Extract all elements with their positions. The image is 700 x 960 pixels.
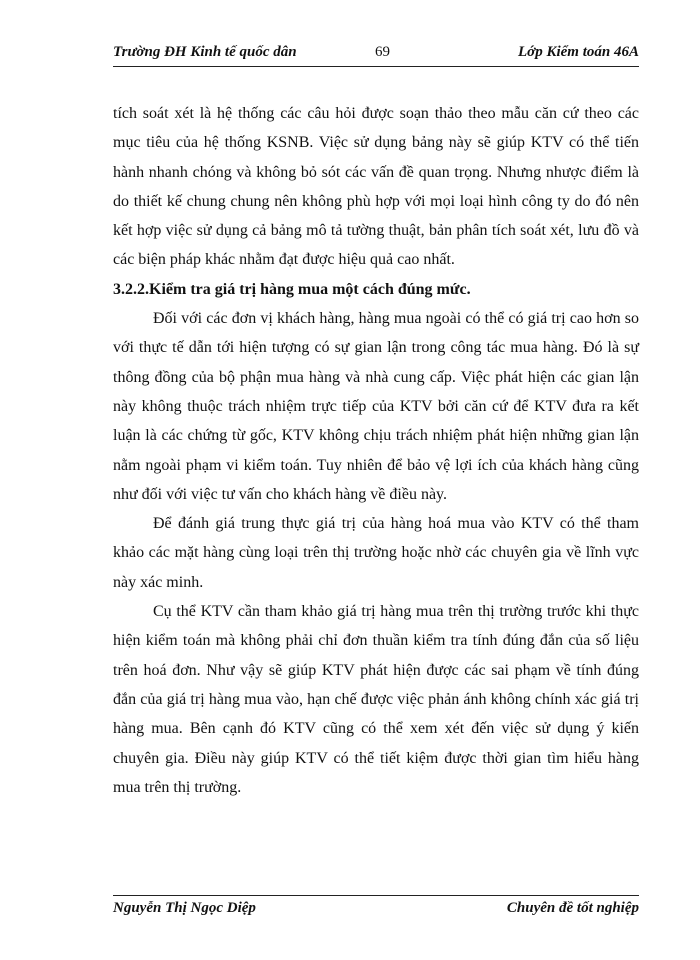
- header-school-name: Trường ĐH Kinh tế quốc dân: [113, 44, 297, 60]
- header-class-name: Lớp Kiểm toán 46A: [518, 44, 639, 60]
- paragraph-purchase-fraud: Đối với các đơn vị khách hàng, hàng mua ngoài có thể có giá trị cao hơn so với thực tế dẫn tới hiện tượng có sự gian lận trong công tác mua hàng. Đó là sự thông đồng của bộ phận mua hàng và nhà cung cấp. Việc phát hiện các gian lận này không thuộc trách nhiệm trực tiếp của KTV bởi căn cứ để KTV đưa ra kết luận là các chứng từ gốc, KTV không chịu trách nhiệm phát hiện những gian lận nằm ngoài phạm vi kiểm toán. Tuy nhiên để bảo vệ lợi ích của khách hàng cũng như đối với việc tư vấn cho khách hàng về điều này.: [113, 310, 639, 503]
- page-header: [113, 44, 639, 64]
- header-divider: [113, 66, 639, 67]
- page-footer: [113, 900, 639, 920]
- header-page-number: 69: [375, 44, 390, 60]
- document-body: [113, 99, 639, 802]
- footer-divider: [113, 895, 639, 896]
- footer-author: Nguyễn Thị Ngọc Diệp: [113, 900, 256, 916]
- paragraph-market-reference: Cụ thể KTV cần tham khảo giá trị hàng mua trên thị trường trước khi thực hiện kiểm toán mà không phải chỉ đơn thuần kiểm tra tính đúng đắn của số liệu trên hoá đơn. Như vậy sẽ giúp KTV phát hiện được các sai phạm về tính đúng đắn của giá trị hàng mua vào, hạn chế được việc phản ánh không chính xác giá trị hàng mua. Bên cạnh đó KTV cũng có thể xem xét đến việc sử dụng ý kiến chuyên gia. Điều này giúp KTV có thể tiết kiệm được thời gian tìm hiểu hàng mua trên thị trường.: [113, 603, 639, 796]
- footer-document-type: Chuyên đề tốt nghiệp: [506, 900, 639, 916]
- paragraph-continuation: tích soát xét là hệ thống các câu hỏi được soạn thảo theo mẫu căn cứ theo các mục tiêu của hệ thống KSNB. Việc sử dụng bảng này sẽ giúp KTV có thể tiến hành nhanh chóng và không bỏ sót các vấn đề quan trọng. Nhưng nhược điểm là do thiết kế chung chung nên không phù hợp với mọi loại hình công ty do đó nên kết hợp việc sử dụng cả bảng mô tả tường thuật, bản phân tích soát xét, lưu đồ và các biện pháp khác nhằm đạt được hiệu quả cao nhất.: [113, 105, 639, 269]
- paragraph-price-evaluation: Để đánh giá trung thực giá trị của hàng hoá mua vào KTV có thể tham khảo các mặt hàng cùng loại trên thị trường hoặc nhờ các chuyên gia về lĩnh vực này xác minh.: [113, 515, 639, 591]
- section-heading: 3.2.2.Kiểm tra giá trị hàng mua một cách đúng mức.: [113, 280, 471, 298]
